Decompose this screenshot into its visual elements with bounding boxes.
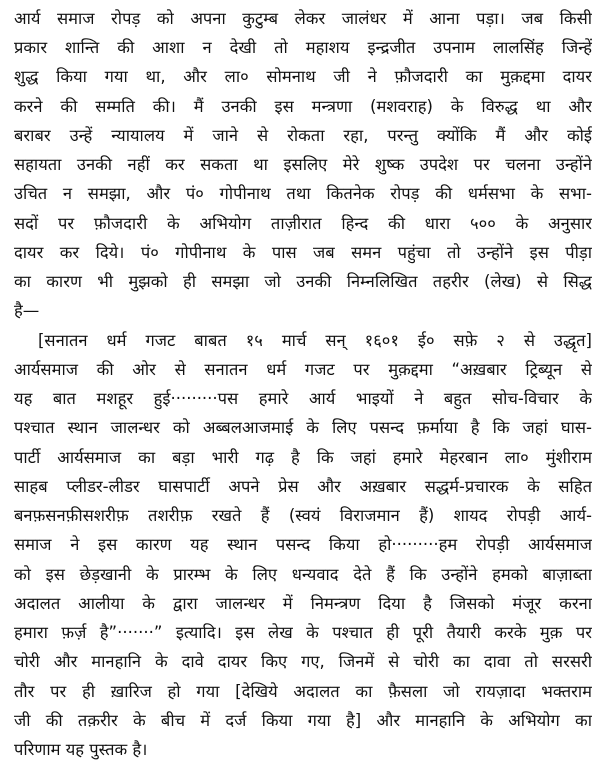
text-line: का कारण भी मुझको ही समझा जो उनकी निम्नलिखित तहरीर (लेख) से सिद्ध [14,272,592,291]
text-line: करने की सम्मति की। मैं उनकी इस मन्त्रणा (मशवराह) के विरुद्ध था और [14,97,592,116]
text-line: समाज ने इस कारण यह स्थान पसन्द किया हो·········हम रोपड़ी आर्यसमाज [14,535,592,554]
text-line: जी की तक़रीर के बीच में दर्ज किया गया है] और मानहानि के अभियोग का [14,711,592,730]
text-line: बराबर उन्हें न्यायालय में जाने से रोकता रहा, परन्तु क्योंकि मैं और कोई [14,126,592,145]
text-line: शुद्ध किया गया था, और ला० सोमनाथ जी ने फ़ौजदारी का मुक़द्दमा दायर [14,67,592,86]
text-line: को इस छेड़खानी के प्रारम्भ के लिए धन्यवाद देते हैं कि उन्होंने हमको बाज़ाब्ता [14,565,592,584]
document-page [14,4,592,770]
quote-source-line: [सनातन धर्म गजट बाबत १५ मार्च सन् १६०१ ई० सफ़े २ से उद्धृत] [38,331,592,350]
text-line: हमारा फ़र्ज़ है”·······” इत्यादि। इस लेख के पश्चात ही पूरी तैयारी करके मुक़ पर [14,623,592,642]
text-line: पश्चात स्थान जालन्धर को अब्बलआजमाई के लिए पसन्द फ़र्माया है कि जहां घास- [14,418,592,437]
text-line: परिणाम यह पुस्तक है। [14,740,148,759]
text-line: सहायता उनकी नहीं कर सकता था इसलिए मेरे शुष्क उपदेश पर चलना उन्होंने [14,155,592,174]
text-line: साहब प्लीडर-लीडर घासपार्टी अपने प्रेस और अख़बार सद्धर्म-प्रचारक के सहित [14,477,592,496]
text-line: अदालत आलीया के द्वारा जालन्धर में निमन्त्रण दिया है जिसको मंजूर करना [14,594,592,613]
text-line: दायर कर दिये। पं० गोपीनाथ के पास जब समन पहुंचा तो उन्होंने इस पीड़ा [14,243,592,262]
text-line: पार्टी आर्यसमाज का बड़ा भारी गढ़ है कि जहां हमारे मेहरबान ला० मुंशीराम [14,448,592,467]
text-line: बनफ़सनफ़ीसशरीफ़ तशरीफ़ रखते हैं (स्वयं विराजमान हैं) शायद रोपड़ी आर्य- [14,506,592,525]
text-line: यह बात मशहूर हुई·········पस हमारे आर्य भाइयों ने बहुत सोच-विचार के [14,389,592,408]
text-line: आर्य समाज रोपड़ को अपना कुटुम्ब लेकर जालंधर में आना पड़ा। जब किसी [14,9,592,28]
text-line: उचित न समझा, और पं० गोपीनाथ तथा कितनेक रोपड़ की धर्मसभा के सभा- [14,184,592,203]
text-line: चोरी और मानहानि के दावे दायर किए गए, जिनमें से चोरी का दावा तो सरसरी [14,652,592,671]
text-line: सदों पर फ़ौजदारी के अभियोग ताज़ीरात हिन्द की धारा ५०० के अनुसार [14,214,592,233]
text-line: तौर पर ही ख़ारिज हो गया [देखिये अदालत का फ़ैसला जो रायज़ादा भक्तराम [14,682,592,701]
quote-heading-line: आर्यसमाज की ओर से सनातन धर्म गजट पर मुक़द्दमा “अख़बार ट्रिब्यून से [14,360,592,379]
text-line: है— [14,301,40,320]
text-line: प्रकार शान्ति की आशा न देखी तो महाशय इन्द्रजीत उपनाम लालसिंह जिन्हें [14,38,592,57]
